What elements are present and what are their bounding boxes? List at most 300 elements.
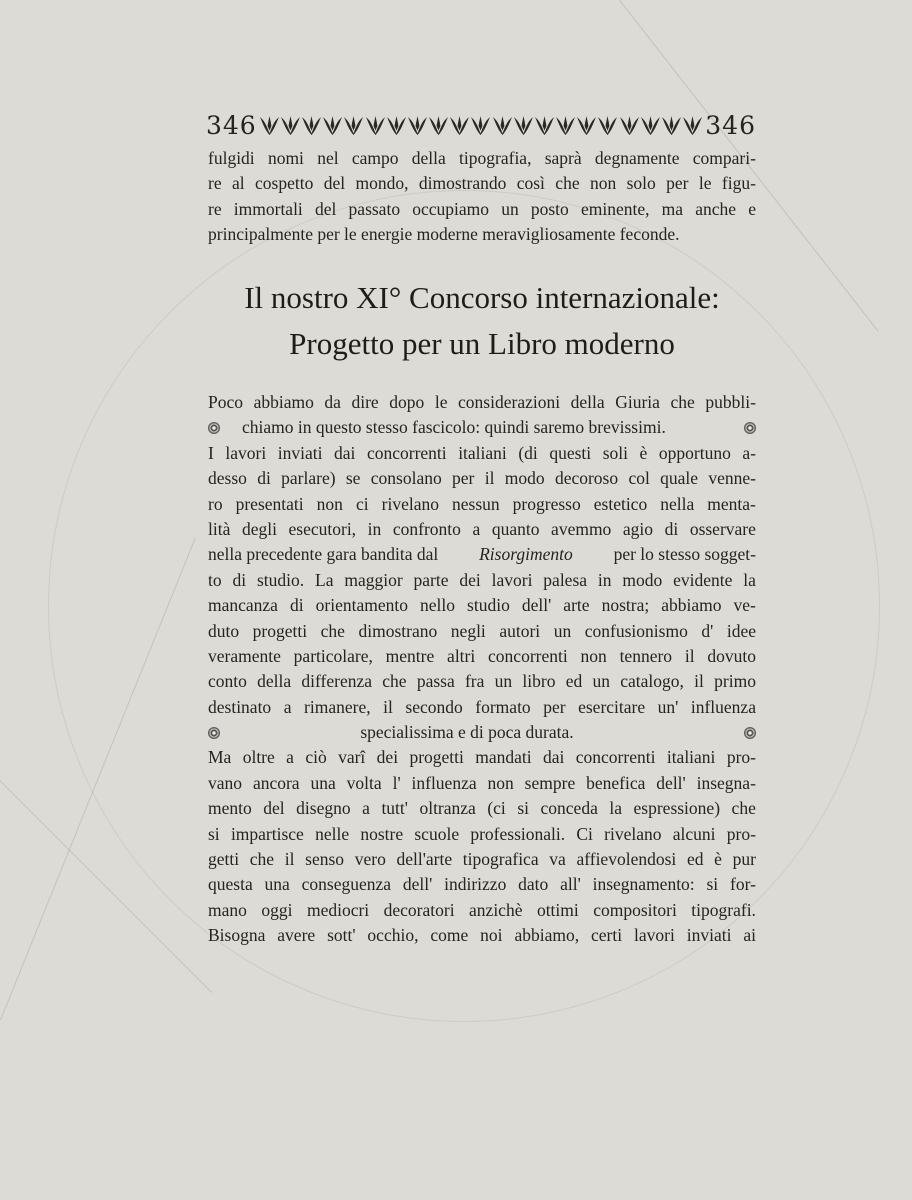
word: inviati	[686, 925, 732, 946]
word: del	[323, 173, 346, 194]
word: al	[231, 173, 245, 194]
word: ottimi	[536, 899, 579, 920]
word: lità	[208, 518, 231, 539]
word: della	[570, 392, 605, 412]
text-line	[208, 669, 756, 694]
acanthus-icon	[619, 114, 640, 136]
word: del	[314, 198, 337, 219]
word: influenza	[690, 696, 756, 717]
word: inviati	[277, 442, 323, 463]
word: differenza	[301, 671, 373, 692]
text-line	[208, 146, 756, 171]
word: primo	[714, 671, 756, 692]
word: del	[263, 798, 285, 819]
word: estetico	[593, 493, 648, 514]
page-number-left: 346	[206, 110, 257, 140]
word: un	[501, 198, 519, 219]
word: formato	[475, 696, 531, 717]
word: abbiamo	[253, 392, 314, 412]
word: dire	[351, 392, 379, 412]
word: a	[472, 518, 481, 539]
word: Giuria	[615, 392, 660, 412]
word: il	[684, 645, 695, 666]
text-line	[208, 593, 756, 618]
word: di	[257, 468, 271, 489]
acanthus-icon	[280, 114, 301, 136]
word: dai	[543, 747, 565, 768]
word: che	[320, 620, 345, 641]
word: dell'	[656, 772, 686, 793]
word: dai	[334, 442, 356, 463]
word: le	[698, 173, 712, 194]
word: affievolendosi	[576, 849, 677, 870]
word: soli	[602, 442, 628, 463]
word: esecutori,	[288, 518, 357, 539]
word: (ci	[487, 798, 506, 819]
acanthus-icon	[407, 114, 428, 136]
word: Ci	[576, 823, 593, 844]
word: il	[284, 849, 295, 870]
word: dimostrando	[418, 173, 507, 194]
word: destinato	[208, 696, 272, 717]
word: conseguenza	[301, 874, 392, 895]
word: dimostrano	[358, 620, 438, 641]
word: decoroso	[554, 468, 619, 489]
word: (di	[518, 442, 538, 463]
text-line	[208, 542, 756, 567]
word: che	[670, 392, 695, 412]
word: non	[589, 173, 617, 194]
word: lavori	[491, 569, 533, 590]
word: studio	[467, 595, 510, 616]
word: mano	[208, 899, 247, 920]
word: espressione)	[633, 798, 721, 819]
word: di	[289, 595, 304, 616]
word: dell'	[402, 874, 433, 895]
word: campo	[351, 148, 399, 168]
word: fra	[464, 671, 485, 692]
word: della	[411, 148, 446, 168]
word: ancora	[252, 772, 300, 793]
word: solo	[626, 173, 656, 194]
word: ci	[355, 493, 369, 514]
text-line	[208, 441, 756, 466]
word: ro	[208, 493, 223, 514]
word: una	[264, 874, 290, 895]
word: autori	[499, 620, 541, 641]
text-line	[208, 390, 756, 415]
word: lavori	[225, 442, 267, 463]
word: occupiamo	[412, 198, 490, 219]
word: esercitare	[578, 696, 646, 717]
word: dell'	[521, 595, 552, 616]
word: posto	[530, 198, 569, 219]
word: secondo	[405, 696, 463, 717]
word: nello	[420, 595, 455, 616]
word: che	[382, 671, 407, 692]
text-line	[208, 415, 756, 440]
text-line	[208, 720, 756, 745]
word: vero	[354, 849, 386, 870]
word: quale	[660, 468, 699, 489]
text-line	[208, 568, 756, 593]
word: mediocri	[306, 899, 370, 920]
text-segment: per lo stesso sogget-	[613, 544, 756, 565]
word: volta	[346, 772, 382, 793]
word: italiani	[458, 442, 507, 463]
word: presentati	[235, 493, 304, 514]
word: parlare)	[281, 468, 336, 489]
word: compositori	[593, 899, 677, 920]
word: Ma	[208, 747, 232, 768]
word: negli	[450, 620, 486, 641]
word: nelle	[315, 823, 350, 844]
word: tutt'	[381, 798, 408, 819]
word: è	[639, 442, 648, 463]
word: duto	[208, 620, 240, 641]
text-line	[208, 695, 756, 720]
word: ciò	[305, 747, 327, 768]
word: concorrenti	[366, 442, 447, 463]
word: immortali	[233, 198, 303, 219]
text-line	[208, 619, 756, 644]
word: scuole	[414, 823, 460, 844]
word: per	[666, 173, 689, 194]
word: sempre	[524, 772, 576, 793]
word: questi	[549, 442, 592, 463]
word: insegna-	[696, 772, 756, 793]
word: dovuto	[707, 645, 756, 666]
word: getti	[208, 849, 240, 870]
text-line	[208, 492, 756, 517]
word: dato	[518, 874, 549, 895]
word: agio	[622, 518, 654, 539]
word: da	[324, 392, 341, 412]
word: si	[517, 798, 529, 819]
text-line-content: chiamo in questo stesso fascicolo: quindi saremo brevissimi.	[242, 417, 666, 438]
word: pur	[732, 849, 756, 870]
word: passato	[348, 198, 401, 219]
acanthus-icon	[428, 114, 449, 136]
acanthus-icon	[513, 114, 534, 136]
word: a	[362, 798, 370, 819]
word: concorrenti	[575, 747, 656, 768]
word: varî	[338, 747, 366, 768]
word: così	[516, 173, 545, 194]
word: ed	[565, 671, 583, 692]
word: for-	[730, 874, 756, 895]
word: a	[286, 747, 294, 768]
word: libro	[522, 671, 556, 692]
word: mandati	[475, 747, 532, 768]
word: l'	[392, 772, 401, 793]
word: per	[543, 696, 566, 717]
word: La	[315, 569, 334, 590]
word: conceda	[540, 798, 598, 819]
text-line	[208, 466, 756, 491]
acanthus-icon	[576, 114, 597, 136]
word: ed	[686, 849, 704, 870]
word: insegnamento:	[592, 874, 695, 895]
word: all'	[560, 874, 581, 895]
word: impartisce	[230, 823, 304, 844]
text-line	[208, 898, 756, 923]
word: idee	[726, 620, 756, 641]
word: la	[743, 569, 756, 590]
word: abbiamo	[661, 595, 722, 616]
word: altri	[447, 645, 476, 666]
acanthus-icon	[597, 114, 618, 136]
word: il	[694, 671, 704, 692]
word: veramente	[208, 645, 281, 666]
word: a	[283, 696, 292, 717]
word: cospetto	[255, 173, 314, 194]
word: un'	[657, 696, 679, 717]
text-line	[208, 197, 756, 222]
word: col	[628, 468, 650, 489]
word: studio.	[256, 569, 305, 590]
word: si	[706, 874, 719, 895]
acanthus-icon	[343, 114, 364, 136]
word: catalogo,	[620, 671, 684, 692]
word: della	[257, 671, 292, 692]
word: parte	[413, 569, 449, 590]
acanthus-icon	[492, 114, 513, 136]
italic-title: Risorgimento	[479, 544, 573, 565]
page-number-right: 346	[705, 110, 756, 140]
word: considerazioni	[458, 392, 561, 412]
fleuron-icon	[208, 422, 220, 434]
word: degli	[241, 518, 277, 539]
word: che	[555, 173, 580, 194]
word: è	[714, 849, 722, 870]
fleuron-icon	[208, 727, 220, 739]
word: compari-	[692, 148, 756, 168]
word: venne-	[708, 468, 756, 489]
word: benefica	[586, 772, 646, 793]
word: anche	[695, 198, 737, 219]
word: senso	[305, 849, 345, 870]
word: mentre	[385, 645, 435, 666]
word: come	[430, 925, 469, 946]
word: certi	[591, 925, 623, 946]
word: dopo	[389, 392, 425, 412]
acanthus-icon	[470, 114, 491, 136]
acanthus-icon	[259, 114, 280, 136]
text-line	[208, 771, 756, 796]
section-heading-line2: Progetto per un Libro moderno	[289, 326, 675, 361]
word: Poco	[208, 392, 243, 412]
word: concorrenti	[488, 645, 568, 666]
word: pro-	[726, 823, 756, 844]
word: menta-	[707, 493, 756, 514]
word: in	[367, 518, 382, 539]
word: oltre	[242, 747, 275, 768]
word: tipografi.	[691, 899, 756, 920]
acanthus-icon	[555, 114, 576, 136]
word: non	[487, 772, 514, 793]
word: quanto	[491, 518, 540, 539]
word: saprà	[544, 148, 582, 168]
word: che	[731, 798, 756, 819]
word: italiani	[666, 747, 716, 768]
word: osservare	[689, 518, 756, 539]
word: un	[494, 671, 513, 692]
acanthus-icon	[386, 114, 407, 136]
word: nessun	[452, 493, 500, 514]
word: confusionismo	[584, 620, 688, 641]
text-line	[208, 822, 756, 847]
text-line-content: specialissima e di poca durata.	[360, 722, 574, 743]
text-line	[208, 745, 756, 770]
running-header	[206, 108, 756, 142]
text-line	[208, 517, 756, 542]
text-line	[208, 171, 756, 196]
word: anzichè	[469, 899, 523, 920]
text-line: principalmente per le energie moderne meravigliosamente feconde.	[208, 224, 680, 245]
word: nomi	[267, 148, 304, 168]
word: avemmo	[551, 518, 612, 539]
word: re	[208, 173, 222, 194]
word: le	[434, 392, 448, 412]
text-line	[208, 872, 756, 897]
word: progetti	[252, 620, 308, 641]
word: questa	[208, 874, 253, 895]
word: dell'arte	[396, 849, 453, 870]
ornament-band	[259, 113, 704, 137]
word: figu-	[721, 173, 756, 194]
word: desso	[208, 468, 247, 489]
word: nostre	[360, 823, 404, 844]
word: va	[549, 849, 566, 870]
word: eminente,	[580, 198, 650, 219]
word: oggi	[261, 899, 293, 920]
acanthus-icon	[322, 114, 343, 136]
word: professionali.	[470, 823, 566, 844]
word: tennero	[619, 645, 673, 666]
text-line	[208, 796, 756, 821]
word: re	[208, 198, 222, 219]
word: nel	[317, 148, 339, 168]
word: passa	[416, 671, 455, 692]
word: modo	[504, 468, 545, 489]
word: disegno	[296, 798, 351, 819]
word: il	[484, 468, 495, 489]
word: sott'	[327, 925, 356, 946]
word: oltranza	[419, 798, 476, 819]
word: progresso	[512, 493, 581, 514]
word: un	[553, 620, 572, 641]
word: si	[208, 823, 220, 844]
word: influenza	[411, 772, 477, 793]
text-line	[208, 923, 756, 948]
word: evidente	[673, 569, 733, 590]
word: una	[310, 772, 336, 793]
acanthus-icon	[661, 114, 682, 136]
word: non	[580, 645, 607, 666]
word: pubbli-	[705, 392, 756, 412]
word: conto	[208, 671, 247, 692]
body-text	[208, 390, 756, 949]
word: to	[208, 569, 222, 590]
word: abbiamo,	[514, 925, 580, 946]
intro-paragraph	[208, 146, 756, 248]
word: confronto	[392, 518, 461, 539]
text-line	[208, 847, 756, 872]
word: ai	[743, 925, 756, 946]
word: particolare,	[293, 645, 373, 666]
word: rivelano	[604, 823, 662, 844]
acanthus-icon	[640, 114, 661, 136]
word: che	[249, 849, 275, 870]
word: dei	[376, 747, 399, 768]
word: a-	[742, 442, 756, 463]
word: modo	[622, 569, 663, 590]
acanthus-icon	[301, 114, 322, 136]
word: un	[592, 671, 610, 692]
word: fulgidi	[208, 148, 255, 168]
acanthus-icon	[534, 114, 555, 136]
word: e	[748, 198, 756, 219]
word: rimanere,	[304, 696, 371, 717]
acanthus-icon	[449, 114, 470, 136]
word: alcuni	[672, 823, 716, 844]
acanthus-icon	[682, 114, 703, 136]
word: mento	[208, 798, 252, 819]
word: pro-	[726, 747, 756, 768]
word: rivelano	[381, 493, 439, 514]
text-line	[208, 644, 756, 669]
word: tipografia,	[459, 148, 532, 168]
fleuron-icon	[744, 422, 756, 434]
word: ma	[661, 198, 684, 219]
word: d'	[701, 620, 714, 641]
word: il	[383, 696, 393, 717]
word: se	[345, 468, 361, 489]
word: consolano	[370, 468, 442, 489]
word: vano	[208, 772, 243, 793]
word: noi	[480, 925, 503, 946]
word: dei	[459, 569, 481, 590]
text-segment: nella precedente gara bandita dal	[208, 544, 439, 565]
word: indirizzo	[444, 874, 507, 895]
word: palesa	[543, 569, 588, 590]
word: mondo,	[355, 173, 409, 194]
word: arte	[563, 595, 590, 616]
word: di	[232, 569, 247, 590]
word: avere	[277, 925, 316, 946]
fleuron-icon	[744, 727, 756, 739]
word: non	[316, 493, 343, 514]
word: nella	[660, 493, 695, 514]
word: in	[597, 569, 612, 590]
word: occhio,	[367, 925, 419, 946]
word: progetti	[409, 747, 464, 768]
word: nostra;	[601, 595, 650, 616]
word: Bisogna	[208, 925, 266, 946]
acanthus-icon	[365, 114, 386, 136]
word: orientamento	[315, 595, 408, 616]
word: tipografica	[462, 849, 539, 870]
word: opportuno	[658, 442, 731, 463]
word: decoratori	[383, 899, 455, 920]
word: lavori	[634, 925, 675, 946]
word: la	[609, 798, 622, 819]
word: maggior	[344, 569, 403, 590]
word: ve-	[733, 595, 756, 616]
section-heading-line1: Il nostro XI° Concorso internazionale:	[244, 280, 720, 315]
word: degnamente	[594, 148, 680, 168]
